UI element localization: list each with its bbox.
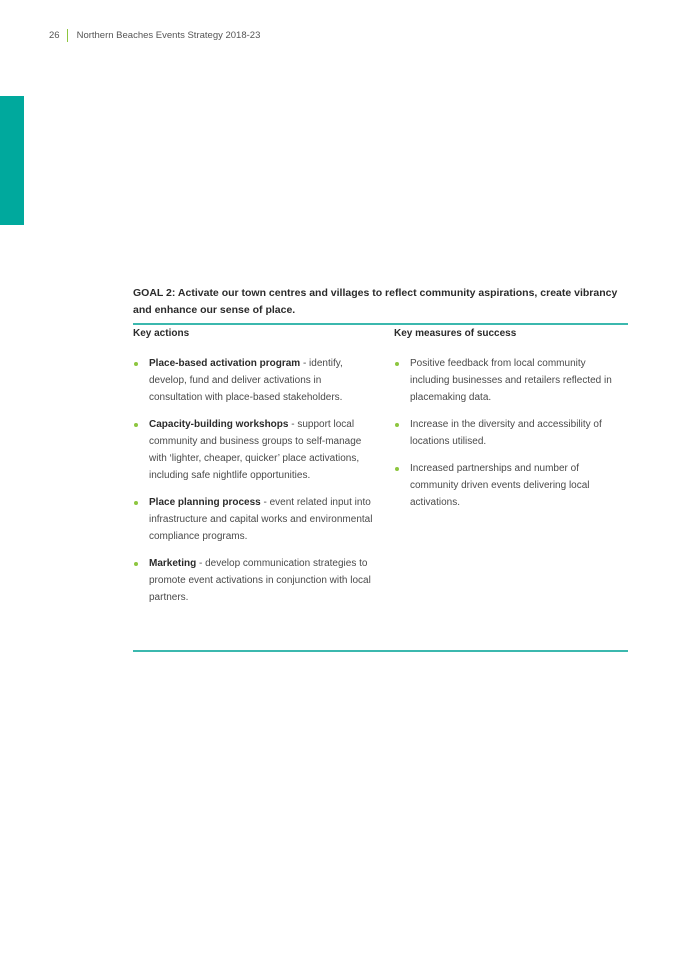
key-actions-list	[133, 355, 373, 616]
key-action-item	[133, 416, 373, 484]
key-measures-list	[394, 355, 619, 521]
key-measure-text: Positive feedback from local community including businesses and retailers reflected in placemaking data.	[410, 358, 612, 403]
page-number: 26	[49, 30, 60, 41]
bullet-icon	[395, 467, 399, 471]
bullet-icon	[134, 362, 138, 366]
page-header	[49, 29, 260, 42]
key-measure-item	[394, 416, 619, 450]
key-action-text: - identify, develop, fund and deliver activations in consultation with place-based stakeholders.	[149, 358, 343, 403]
section-tab-marker	[0, 96, 24, 225]
bullet-icon	[134, 423, 138, 427]
bullet-icon	[395, 362, 399, 366]
key-action-item	[133, 555, 373, 606]
key-action-lead: Place planning process	[149, 497, 261, 508]
top-rule-divider	[133, 323, 628, 325]
key-measure-text: Increase in the diversity and accessibility of locations utilised.	[410, 419, 602, 447]
bullet-icon	[134, 562, 138, 566]
key-actions-heading: Key actions	[133, 328, 190, 339]
bullet-icon	[395, 423, 399, 427]
key-measure-item	[394, 460, 619, 511]
key-action-text: - support local community and business groups to self-manage with ‘lighter, cheaper, quicker’ place activations, including safe nightlife opportunities.	[149, 419, 362, 481]
document-title: Northern Beaches Events Strategy 2018-23	[76, 30, 261, 41]
key-measure-item	[394, 355, 619, 406]
key-measure-text: Increased partnerships and number of community driven events delivering local activations.	[410, 463, 590, 508]
key-action-text: - event related input into infrastructure and capital works and environmental compliance programs.	[149, 497, 373, 542]
key-action-lead: Marketing	[149, 558, 197, 569]
header-divider	[67, 29, 68, 42]
goal-title: GOAL 2: Activate our town centres and villages to reflect community aspirations, create vibrancy and enhance our sense of place.	[133, 287, 618, 316]
key-action-lead: Place-based activation program	[149, 358, 301, 369]
key-action-lead: Capacity-building workshops	[149, 419, 289, 430]
key-action-item	[133, 494, 373, 545]
key-measures-heading: Key measures of success	[394, 328, 517, 339]
key-action-item	[133, 355, 373, 406]
bottom-rule-divider	[133, 650, 628, 652]
key-action-text: - develop communication strategies to promote event activations in conjunction with local partners.	[149, 558, 371, 603]
bullet-icon	[134, 501, 138, 505]
